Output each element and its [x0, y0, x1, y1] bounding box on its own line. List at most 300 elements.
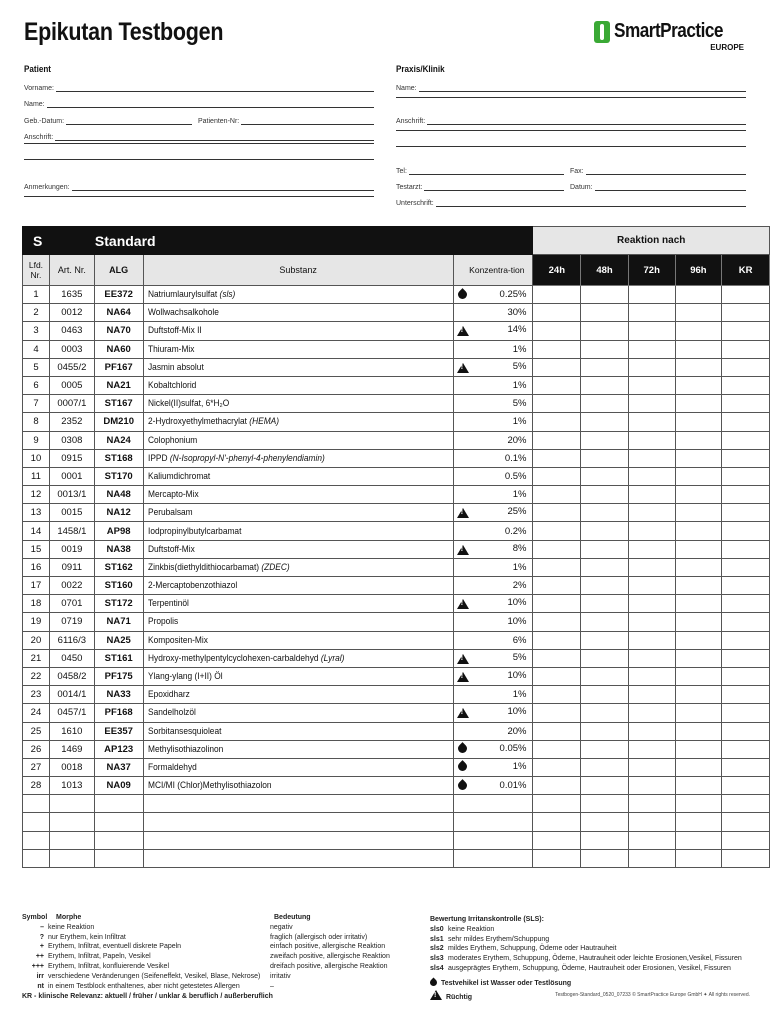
- reaction-cell-96h[interactable]: [675, 486, 722, 504]
- row-konz-value: 0.2%: [504, 525, 527, 537]
- reaction-cell-72h[interactable]: [628, 613, 675, 631]
- table-row: [23, 376, 770, 394]
- logo-region: EUROPE: [710, 43, 744, 52]
- empty-cell[interactable]: [533, 831, 581, 849]
- volatile-icon: [456, 706, 470, 719]
- row-substanz: [143, 722, 453, 740]
- reaction-cell-24h[interactable]: [533, 467, 581, 485]
- morphology-legend: [22, 913, 418, 1002]
- empty-cell[interactable]: [23, 795, 50, 813]
- reaction-cell-96h[interactable]: [675, 504, 722, 522]
- vorname-field[interactable]: [24, 80, 374, 92]
- reaction-cell-48h[interactable]: [581, 740, 629, 758]
- row-konz-value: 25%: [507, 506, 527, 518]
- anmerkungen-line-2[interactable]: [24, 196, 374, 197]
- reaction-cell-96h[interactable]: [675, 449, 722, 467]
- reaction-cell-48h[interactable]: [581, 304, 629, 322]
- legend-bedeutung: dreifach positive, allergische Reaktion: [270, 962, 388, 970]
- reaction-cell-kr[interactable]: [722, 504, 770, 522]
- row-substanz: [143, 322, 453, 340]
- reaction-header: Reaktion nach: [533, 227, 770, 255]
- reaction-cell-96h[interactable]: [675, 722, 722, 740]
- table-row: [23, 522, 770, 540]
- reaction-cell-72h[interactable]: [628, 395, 675, 413]
- praxis-name-field[interactable]: [396, 80, 746, 92]
- reaction-cell-96h[interactable]: [675, 340, 722, 358]
- reaction-cell-48h[interactable]: [581, 613, 629, 631]
- praxis-anschrift-line-3[interactable]: [396, 146, 746, 147]
- praxis-name-label: Name:: [396, 85, 417, 92]
- reaction-cell-72h[interactable]: [628, 304, 675, 322]
- row-substanz: [143, 595, 453, 613]
- empty-cell[interactable]: [722, 795, 770, 813]
- reaction-cell-72h[interactable]: [628, 777, 675, 795]
- reaction-cell-kr[interactable]: [722, 340, 770, 358]
- empty-cell[interactable]: [628, 849, 675, 867]
- reaction-cell-48h[interactable]: [581, 577, 629, 595]
- reaction-cell-72h[interactable]: [628, 286, 675, 304]
- reaction-cell-96h[interactable]: [675, 286, 722, 304]
- anmerkungen-field[interactable]: [24, 179, 374, 191]
- legend-item: [22, 972, 418, 982]
- empty-cell[interactable]: [49, 849, 94, 867]
- table-row: [23, 540, 770, 558]
- reaction-cell-24h[interactable]: [533, 286, 581, 304]
- reaction-cell-24h[interactable]: [533, 358, 581, 376]
- reaction-cell-kr[interactable]: [722, 486, 770, 504]
- row-art-nr: 2352: [49, 413, 94, 431]
- row-substanz: [143, 413, 453, 431]
- row-substanz: [143, 613, 453, 631]
- reaction-cell-72h[interactable]: [628, 431, 675, 449]
- row-art-nr: 6116/3: [49, 631, 94, 649]
- empty-cell[interactable]: [49, 795, 94, 813]
- legend-morphe: nur Erythem, kein Infiltrat: [48, 933, 126, 941]
- reaction-cell-72h[interactable]: [628, 595, 675, 613]
- row-substanz: [143, 449, 453, 467]
- series-letter: S: [23, 227, 50, 255]
- col-substanz: Substanz: [143, 255, 453, 286]
- reaction-cell-24h[interactable]: [533, 540, 581, 558]
- empty-cell[interactable]: [628, 831, 675, 849]
- reaction-cell-24h[interactable]: [533, 504, 581, 522]
- reaction-cell-kr[interactable]: [722, 286, 770, 304]
- warning-icon: [457, 654, 469, 664]
- reaction-cell-24h[interactable]: [533, 595, 581, 613]
- reaction-cell-48h[interactable]: [581, 431, 629, 449]
- reaction-cell-kr[interactable]: [722, 704, 770, 722]
- reaction-cell-24h[interactable]: [533, 613, 581, 631]
- testarzt-field[interactable]: [396, 179, 564, 191]
- empty-cell[interactable]: [453, 831, 533, 849]
- reaction-cell-24h[interactable]: [533, 722, 581, 740]
- reaction-cell-96h[interactable]: [675, 540, 722, 558]
- reaction-cell-72h[interactable]: [628, 686, 675, 704]
- legend-item: [22, 952, 418, 962]
- row-substanz: [143, 740, 453, 758]
- reaction-cell-72h[interactable]: [628, 504, 675, 522]
- name-field[interactable]: [24, 96, 374, 108]
- row-alg: NA48: [94, 486, 143, 504]
- fax-label: Fax:: [570, 168, 584, 175]
- legend-symbol: irr: [36, 972, 44, 980]
- reaction-cell-kr[interactable]: [722, 758, 770, 776]
- reaction-cell-48h[interactable]: [581, 286, 629, 304]
- reaction-cell-96h[interactable]: [675, 376, 722, 394]
- reaction-cell-48h[interactable]: [581, 467, 629, 485]
- reaction-cell-48h[interactable]: [581, 704, 629, 722]
- reaction-cell-24h[interactable]: [533, 395, 581, 413]
- tel-field[interactable]: [396, 163, 564, 175]
- reaction-cell-48h[interactable]: [581, 395, 629, 413]
- reaction-cell-72h[interactable]: [628, 667, 675, 685]
- empty-cell[interactable]: [675, 849, 722, 867]
- reaction-cell-24h[interactable]: [533, 304, 581, 322]
- reaction-cell-72h[interactable]: [628, 758, 675, 776]
- reaction-cell-96h[interactable]: [675, 758, 722, 776]
- reaction-cell-72h[interactable]: [628, 722, 675, 740]
- page-title: Epikutan Testbogen: [24, 18, 224, 46]
- table-row: [23, 631, 770, 649]
- row-alg: PF175: [94, 667, 143, 685]
- unterschrift-field[interactable]: [396, 195, 746, 207]
- empty-cell[interactable]: [453, 849, 533, 867]
- reaction-cell-72h[interactable]: [628, 322, 675, 340]
- reaction-cell-kr[interactable]: [722, 740, 770, 758]
- legend-symbol: ?: [39, 933, 44, 941]
- row-konz-value: 1%: [512, 761, 527, 773]
- legend-item: [22, 962, 418, 972]
- col-96h: 96h: [675, 255, 722, 286]
- legend-bedeutung: negativ: [270, 923, 293, 931]
- kr-note: KR - klinische Relevanz: aktuell / früher / unklar & beruflich / außerberuflich: [22, 993, 273, 1001]
- row-substanz: [143, 667, 453, 685]
- table-row: [23, 740, 770, 758]
- reaction-cell-48h[interactable]: [581, 649, 629, 667]
- reaction-cell-96h[interactable]: [675, 777, 722, 795]
- legend-bedeutung: fraglich (allergisch oder irritativ): [270, 933, 368, 941]
- reaction-cell-kr[interactable]: [722, 777, 770, 795]
- reaction-cell-kr[interactable]: [722, 322, 770, 340]
- row-art-nr: 1458/1: [49, 522, 94, 540]
- row-nr: 16: [23, 558, 50, 576]
- warning-icon: [457, 545, 469, 555]
- anmerkungen-label: Anmerkungen:: [24, 184, 70, 191]
- reaction-cell-24h[interactable]: [533, 649, 581, 667]
- table-row: [23, 686, 770, 704]
- reaction-cell-kr[interactable]: [722, 595, 770, 613]
- reaction-cell-72h[interactable]: [628, 486, 675, 504]
- reaction-cell-24h[interactable]: [533, 322, 581, 340]
- reaction-cell-48h[interactable]: [581, 667, 629, 685]
- reaction-cell-48h[interactable]: [581, 376, 629, 394]
- empty-cell[interactable]: [49, 831, 94, 849]
- reaction-cell-96h[interactable]: [675, 686, 722, 704]
- sls-header: Bewertung Irritanskontrolle (SLS):: [430, 916, 544, 923]
- reaction-cell-kr[interactable]: [722, 431, 770, 449]
- reaction-cell-48h[interactable]: [581, 486, 629, 504]
- reaction-cell-kr[interactable]: [722, 449, 770, 467]
- patienten-nr-field[interactable]: [198, 113, 374, 125]
- reaction-cell-72h[interactable]: [628, 740, 675, 758]
- reaction-cell-96h[interactable]: [675, 595, 722, 613]
- reaction-cell-24h[interactable]: [533, 522, 581, 540]
- reaction-cell-48h[interactable]: [581, 595, 629, 613]
- empty-cell[interactable]: [143, 849, 453, 867]
- empty-cell[interactable]: [675, 831, 722, 849]
- reaction-cell-96h[interactable]: [675, 522, 722, 540]
- reaction-cell-kr[interactable]: [722, 577, 770, 595]
- reaction-cell-48h[interactable]: [581, 631, 629, 649]
- reaction-cell-72h[interactable]: [628, 649, 675, 667]
- reaction-cell-24h[interactable]: [533, 558, 581, 576]
- row-art-nr: 0001: [49, 467, 94, 485]
- empty-cell[interactable]: [533, 849, 581, 867]
- empty-cell[interactable]: [94, 795, 143, 813]
- fax-field[interactable]: [570, 163, 746, 175]
- empty-cell[interactable]: [628, 795, 675, 813]
- reaction-cell-72h[interactable]: [628, 449, 675, 467]
- reaction-cell-48h[interactable]: [581, 558, 629, 576]
- praxis-anschrift-field[interactable]: [396, 113, 746, 125]
- praxis-anschrift-label: Anschrift:: [396, 118, 426, 125]
- praxis-anschrift-line-2[interactable]: [396, 130, 746, 131]
- empty-cell[interactable]: [675, 813, 722, 831]
- row-alg: ST161: [94, 649, 143, 667]
- row-art-nr: 0019: [49, 540, 94, 558]
- morphe-header: Morphe: [56, 914, 82, 921]
- empty-cell[interactable]: [143, 813, 453, 831]
- legend-morphe: Erythem, Infiltrat, Papeln, Vesikel: [48, 953, 151, 961]
- reaction-cell-24h[interactable]: [533, 449, 581, 467]
- legend-morphe: keine Reaktion: [48, 923, 95, 931]
- reaction-cell-72h[interactable]: [628, 631, 675, 649]
- sls-text: keine Reaktion: [448, 925, 495, 933]
- reaction-cell-96h[interactable]: [675, 322, 722, 340]
- reaction-cell-kr[interactable]: [722, 467, 770, 485]
- reaction-cell-48h[interactable]: [581, 758, 629, 776]
- table-header-row-2: [23, 255, 770, 286]
- empty-cell[interactable]: [453, 813, 533, 831]
- reaction-cell-96h[interactable]: [675, 631, 722, 649]
- patient-anschrift-field[interactable]: [24, 129, 374, 141]
- row-konzentration: [453, 395, 533, 413]
- reaction-cell-kr[interactable]: [722, 649, 770, 667]
- sls-code: sls2: [430, 945, 444, 953]
- reaction-cell-kr[interactable]: [722, 304, 770, 322]
- reaction-cell-24h[interactable]: [533, 777, 581, 795]
- reaction-cell-kr[interactable]: [722, 358, 770, 376]
- row-substanz: [143, 467, 453, 485]
- row-nr: 26: [23, 740, 50, 758]
- reaction-cell-kr[interactable]: [722, 558, 770, 576]
- reaction-cell-kr[interactable]: [722, 395, 770, 413]
- reaction-cell-24h[interactable]: [533, 704, 581, 722]
- reaction-cell-kr[interactable]: [722, 522, 770, 540]
- reaction-cell-72h[interactable]: [628, 376, 675, 394]
- reaction-cell-kr[interactable]: [722, 613, 770, 631]
- empty-cell[interactable]: [581, 795, 629, 813]
- reaction-cell-72h[interactable]: [628, 358, 675, 376]
- reaction-cell-48h[interactable]: [581, 540, 629, 558]
- reaction-cell-kr[interactable]: [722, 540, 770, 558]
- table-row: [23, 595, 770, 613]
- reaction-cell-48h[interactable]: [581, 504, 629, 522]
- row-art-nr: 0701: [49, 595, 94, 613]
- reaction-cell-96h[interactable]: [675, 649, 722, 667]
- row-konzentration: [453, 722, 533, 740]
- reaction-cell-72h[interactable]: [628, 467, 675, 485]
- reaction-cell-48h[interactable]: [581, 449, 629, 467]
- reaction-cell-48h[interactable]: [581, 777, 629, 795]
- empty-cell[interactable]: [23, 831, 50, 849]
- table-row: [23, 558, 770, 576]
- row-substanz: [143, 358, 453, 376]
- row-substanz-text: 2-Hydroxyethylmethacrylat (HEMA): [147, 416, 279, 428]
- reaction-cell-96h[interactable]: [675, 395, 722, 413]
- reaction-cell-72h[interactable]: [628, 340, 675, 358]
- empty-cell[interactable]: [94, 831, 143, 849]
- reaction-cell-24h[interactable]: [533, 340, 581, 358]
- reaction-cell-48h[interactable]: [581, 722, 629, 740]
- patient-heading: Patient: [24, 64, 52, 74]
- reaction-cell-24h[interactable]: [533, 431, 581, 449]
- reaction-cell-48h[interactable]: [581, 413, 629, 431]
- empty-cell[interactable]: [533, 813, 581, 831]
- table-row: [23, 467, 770, 485]
- patient-anschrift-line-2[interactable]: [24, 143, 374, 144]
- row-konzentration: [453, 704, 533, 722]
- row-konzentration: [453, 631, 533, 649]
- reaction-cell-72h[interactable]: [628, 577, 675, 595]
- reaction-cell-kr[interactable]: [722, 722, 770, 740]
- reaction-cell-72h[interactable]: [628, 540, 675, 558]
- row-art-nr: 0012: [49, 304, 94, 322]
- empty-cell[interactable]: [722, 849, 770, 867]
- row-konz-value: 30%: [507, 307, 527, 319]
- reaction-cell-kr[interactable]: [722, 686, 770, 704]
- row-konz-value: 0.5%: [504, 470, 527, 482]
- empty-cell[interactable]: [143, 831, 453, 849]
- row-konzentration: [453, 758, 533, 776]
- reaction-cell-96h[interactable]: [675, 613, 722, 631]
- reaction-cell-96h[interactable]: [675, 667, 722, 685]
- empty-cell[interactable]: [581, 831, 629, 849]
- empty-cell[interactable]: [722, 813, 770, 831]
- empty-cell[interactable]: [628, 813, 675, 831]
- reaction-cell-48h[interactable]: [581, 322, 629, 340]
- empty-cell[interactable]: [94, 849, 143, 867]
- empty-cell[interactable]: [23, 813, 50, 831]
- row-substanz-text: Kompositen-Mix: [147, 634, 208, 646]
- reaction-cell-24h[interactable]: [533, 486, 581, 504]
- table-row: [23, 758, 770, 776]
- empty-cell[interactable]: [94, 813, 143, 831]
- empty-cell[interactable]: [533, 795, 581, 813]
- row-substanz-text: Formaldehyd: [147, 761, 197, 773]
- reaction-cell-48h[interactable]: [581, 358, 629, 376]
- reaction-cell-96h[interactable]: [675, 467, 722, 485]
- row-art-nr: 1610: [49, 722, 94, 740]
- empty-cell[interactable]: [581, 813, 629, 831]
- row-substanz-text: Natriumlaurylsulfat (sls): [147, 289, 235, 301]
- legend-symbol: ++: [35, 953, 44, 961]
- reaction-cell-24h[interactable]: [533, 686, 581, 704]
- reaction-cell-48h[interactable]: [581, 522, 629, 540]
- datum-field[interactable]: [570, 179, 746, 191]
- reaction-cell-kr[interactable]: [722, 631, 770, 649]
- vehikel-note: [430, 978, 750, 989]
- reaction-cell-96h[interactable]: [675, 704, 722, 722]
- reaction-cell-96h[interactable]: [675, 431, 722, 449]
- row-substanz-text: Perubalsam: [147, 507, 193, 519]
- reaction-cell-24h[interactable]: [533, 758, 581, 776]
- row-art-nr: 0719: [49, 613, 94, 631]
- reaction-cell-96h[interactable]: [675, 577, 722, 595]
- legend-item: [22, 923, 418, 933]
- reaction-cell-48h[interactable]: [581, 686, 629, 704]
- row-substanz: [143, 340, 453, 358]
- reaction-cell-72h[interactable]: [628, 558, 675, 576]
- sls-code: sls3: [430, 955, 444, 963]
- reaction-cell-kr[interactable]: [722, 413, 770, 431]
- row-nr: 12: [23, 486, 50, 504]
- reaction-cell-kr[interactable]: [722, 376, 770, 394]
- row-konz-value: 1%: [512, 416, 527, 428]
- reaction-cell-24h[interactable]: [533, 667, 581, 685]
- legend-morphe: Erythem, Infiltrat, eventuell diskrete Papeln: [48, 943, 182, 951]
- reaction-cell-24h[interactable]: [533, 577, 581, 595]
- empty-cell[interactable]: [581, 849, 629, 867]
- empty-cell[interactable]: [49, 813, 94, 831]
- col-konzentration: Konzentra-tion: [453, 255, 533, 286]
- reaction-cell-24h[interactable]: [533, 740, 581, 758]
- reaction-cell-96h[interactable]: [675, 558, 722, 576]
- legend-symbol: –: [40, 923, 44, 931]
- reaction-cell-24h[interactable]: [533, 376, 581, 394]
- reaction-cell-kr[interactable]: [722, 667, 770, 685]
- empty-cell[interactable]: [453, 795, 533, 813]
- reaction-cell-96h[interactable]: [675, 304, 722, 322]
- tel-label: Tel:: [396, 168, 407, 175]
- reaction-cell-24h[interactable]: [533, 631, 581, 649]
- praxis-name-line-2[interactable]: [396, 97, 746, 98]
- reaction-cell-48h[interactable]: [581, 340, 629, 358]
- reaction-cell-72h[interactable]: [628, 704, 675, 722]
- vehicle-water-icon: [456, 761, 470, 773]
- empty-cell[interactable]: [23, 849, 50, 867]
- patient-anschrift-line-3[interactable]: [24, 159, 374, 160]
- reaction-cell-72h[interactable]: [628, 522, 675, 540]
- row-art-nr: 0007/1: [49, 395, 94, 413]
- row-substanz-text: Wollwachsalkohole: [147, 307, 219, 319]
- legend-bedeutung: einfach positive, allergische Reaktion: [270, 943, 386, 951]
- geb-datum-field[interactable]: [24, 113, 192, 125]
- reaction-cell-96h[interactable]: [675, 740, 722, 758]
- row-nr: 19: [23, 613, 50, 631]
- empty-cell[interactable]: [722, 831, 770, 849]
- reaction-cell-96h[interactable]: [675, 358, 722, 376]
- row-art-nr: 1013: [49, 777, 94, 795]
- reaction-cell-72h[interactable]: [628, 413, 675, 431]
- vehicle-water-icon: [456, 780, 470, 792]
- row-konzentration: [453, 340, 533, 358]
- empty-cell[interactable]: [143, 795, 453, 813]
- empty-cell[interactable]: [675, 795, 722, 813]
- reaction-cell-24h[interactable]: [533, 413, 581, 431]
- row-konzentration: [453, 304, 533, 322]
- reaction-cell-96h[interactable]: [675, 413, 722, 431]
